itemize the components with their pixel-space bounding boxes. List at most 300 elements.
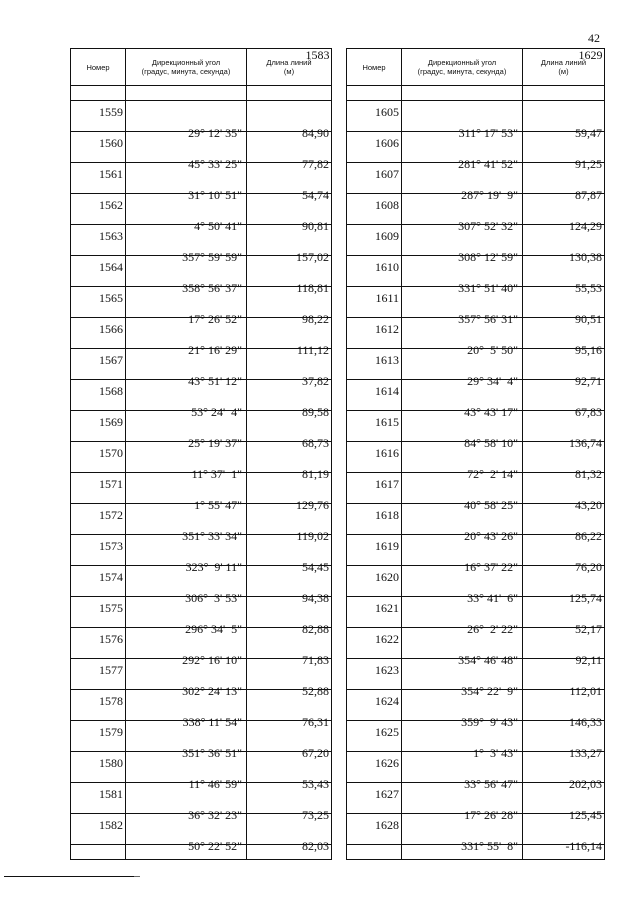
table-row <box>71 504 332 535</box>
length-cell <box>247 380 332 419</box>
line-length: 91,25 <box>575 157 602 171</box>
angle-cell <box>126 349 247 388</box>
line-length: 119,02 <box>296 529 329 543</box>
length-cell <box>523 783 605 822</box>
length-cell <box>523 659 605 698</box>
table-row <box>71 783 332 814</box>
direction-angle: 17° 26' 52" <box>188 312 242 326</box>
point-number: 1617 <box>375 477 399 491</box>
table-row <box>347 287 605 318</box>
blank-row <box>347 86 605 101</box>
header-angle <box>402 49 523 86</box>
angle-cell <box>402 504 523 543</box>
point-number: 1568 <box>99 384 123 398</box>
angle-cell <box>402 783 523 822</box>
table-row <box>347 256 605 287</box>
length-cell <box>523 690 605 729</box>
line-length: 73,25 <box>302 808 329 822</box>
line-length: 94,38 <box>302 591 329 605</box>
point-number-cell <box>347 566 402 597</box>
point-number: 1580 <box>99 756 123 770</box>
point-number: 1607 <box>375 167 399 181</box>
length-cell <box>523 473 605 512</box>
point-number: 1612 <box>375 322 399 336</box>
point-number-cell <box>71 566 126 597</box>
length-cell <box>247 256 332 295</box>
length-cell <box>523 380 605 419</box>
direction-angle: 25° 19' 37" <box>188 436 242 450</box>
angle-cell <box>402 721 523 760</box>
angle-cell <box>402 194 523 233</box>
point-number: 1561 <box>99 167 123 181</box>
angle-cell <box>402 566 523 605</box>
direction-angle: 354° 46' 48" <box>458 653 518 667</box>
point-number: 1615 <box>375 415 399 429</box>
table-row <box>347 783 605 814</box>
point-number-cell <box>71 194 126 225</box>
point-number-cell <box>347 287 402 318</box>
direction-angle: 84° 58' 10" <box>464 436 518 450</box>
angle-cell <box>126 411 247 450</box>
line-length: 53,43 <box>302 777 329 791</box>
line-length: 76,20 <box>575 560 602 574</box>
point-number: 1611 <box>375 291 399 305</box>
line-length: 95,16 <box>575 343 602 357</box>
angle-cell <box>126 628 247 667</box>
angle-cell <box>126 256 247 295</box>
point-number: 1560 <box>99 136 123 150</box>
length-cell <box>247 783 332 822</box>
point-number-cell <box>347 380 402 411</box>
point-number: 1618 <box>375 508 399 522</box>
table-header-row <box>71 49 332 86</box>
length-cell <box>247 411 332 450</box>
angle-cell <box>402 318 523 357</box>
direction-angle: 33° 41' 6" <box>467 591 518 605</box>
line-length: 71,83 <box>302 653 329 667</box>
point-number-cell <box>71 132 126 163</box>
table-row <box>71 101 332 132</box>
direction-angle: 1° 55' 47" <box>194 498 242 512</box>
direction-angle: 36° 32' 23" <box>188 808 242 822</box>
direction-angle: 26° 2' 22" <box>467 622 518 636</box>
direction-angle: 357° 59' 59" <box>182 250 242 264</box>
point-number: 1606 <box>375 136 399 150</box>
point-number: 1608 <box>375 198 399 212</box>
length-cell <box>523 411 605 450</box>
length-cell <box>523 628 605 667</box>
table-row <box>71 132 332 163</box>
point-number-cell <box>347 132 402 163</box>
angle-cell <box>402 659 523 698</box>
point-number: 1628 <box>375 818 399 832</box>
table-row <box>71 349 332 380</box>
angle-cell <box>402 628 523 667</box>
length-cell <box>523 721 605 760</box>
length-cell <box>247 194 332 233</box>
line-length: 90,81 <box>302 219 329 233</box>
footnote-rule-dash <box>134 876 140 877</box>
length-cell <box>523 814 605 853</box>
blank-cell <box>71 86 126 101</box>
left-coordinates-table <box>70 48 332 860</box>
line-length: 125,45 <box>569 808 602 822</box>
direction-angle: 292° 16' 10" <box>182 653 242 667</box>
direction-angle: 40° 58' 25" <box>464 498 518 512</box>
table-row <box>347 101 605 132</box>
table-row <box>347 442 605 473</box>
angle-cell <box>402 163 523 202</box>
point-number: 1627 <box>375 787 399 801</box>
header-angle-line2: (градус, минута, секунда) <box>141 67 231 76</box>
line-length: 68,73 <box>302 436 329 450</box>
length-cell <box>523 287 605 326</box>
point-number: 1576 <box>99 632 123 646</box>
point-number: 1567 <box>99 353 123 367</box>
header-angle-line1: Дирекционный угол <box>151 58 221 67</box>
table-row <box>71 287 332 318</box>
length-cell <box>247 318 332 357</box>
line-length: 98,22 <box>302 312 329 326</box>
point-number-cell <box>347 597 402 628</box>
point-number: 1563 <box>99 229 123 243</box>
point-number-cell <box>347 473 402 504</box>
length-cell <box>247 163 332 202</box>
table-row <box>347 535 605 566</box>
angle-cell <box>402 411 523 450</box>
direction-angle: 323° 9' 11" <box>185 560 242 574</box>
table-row <box>71 690 332 721</box>
point-number: 1620 <box>375 570 399 584</box>
point-number-cell <box>347 814 402 845</box>
point-number-cell <box>71 659 126 690</box>
length-cell <box>523 225 605 264</box>
header-length-line2: (м) <box>283 67 295 76</box>
angle-cell <box>402 132 523 171</box>
point-number: 1583 <box>305 47 330 62</box>
length-cell <box>523 318 605 357</box>
point-number: 1574 <box>99 570 123 584</box>
line-length: 87,87 <box>575 188 602 202</box>
point-number-cell <box>71 535 126 566</box>
table-row <box>347 814 605 845</box>
table-row <box>71 473 332 504</box>
line-length: 67,20 <box>302 746 329 760</box>
line-length: 54,45 <box>302 560 329 574</box>
page-number: 42 <box>588 31 600 45</box>
angle-cell <box>126 783 247 822</box>
point-number-cell <box>71 442 126 473</box>
point-number: 1577 <box>99 663 123 677</box>
point-number-cell <box>71 628 126 659</box>
point-number-cell <box>71 690 126 721</box>
angle-cell <box>126 473 247 512</box>
direction-angle: 20° 5' 50" <box>467 343 518 357</box>
blank-cell <box>523 86 605 101</box>
table-row <box>71 628 332 659</box>
line-length: 90,51 <box>575 312 602 326</box>
point-number: 1625 <box>375 725 399 739</box>
point-number: 1564 <box>99 260 123 274</box>
point-number: 1623 <box>375 663 399 677</box>
table-row <box>347 225 605 256</box>
angle-cell <box>402 690 523 729</box>
table-row <box>347 752 605 783</box>
point-number-cell <box>347 690 402 721</box>
line-length: 129,76 <box>296 498 329 512</box>
header-length-line1: Длина линий <box>540 58 587 67</box>
header-length-line2: (м) <box>558 67 569 76</box>
table-row <box>71 194 332 225</box>
point-number: 1621 <box>375 601 399 615</box>
point-number: 1610 <box>375 260 399 274</box>
line-length: 111,12 <box>296 343 329 357</box>
line-length: 76,31 <box>302 715 329 729</box>
table-row <box>347 163 605 194</box>
line-length: 81,32 <box>575 467 602 481</box>
table-row <box>347 194 605 225</box>
table-row <box>71 659 332 690</box>
angle-cell <box>126 442 247 481</box>
length-cell <box>523 752 605 791</box>
table-row <box>71 256 332 287</box>
point-number: 1581 <box>99 787 123 801</box>
direction-angle: 308° 12' 59" <box>458 250 518 264</box>
point-number: 1573 <box>99 539 123 553</box>
line-length: 125,74 <box>569 591 602 605</box>
line-length: -116,14 <box>565 839 602 853</box>
angle-cell <box>402 380 523 419</box>
line-length: 82,88 <box>302 622 329 636</box>
line-length: 67,83 <box>575 405 602 419</box>
length-cell <box>247 597 332 636</box>
table-row <box>71 752 332 783</box>
direction-angle: 307° 52' 32" <box>458 219 518 233</box>
line-length: 130,38 <box>569 250 602 264</box>
point-number-cell <box>347 101 402 132</box>
direction-angle: 16° 37' 22" <box>464 560 518 574</box>
length-cell <box>523 132 605 171</box>
direction-angle: 357° 56' 31" <box>458 312 518 326</box>
table-row <box>347 411 605 442</box>
line-length: 202,03 <box>569 777 602 791</box>
header-number: Номер <box>347 49 402 86</box>
point-number-cell <box>71 287 126 318</box>
point-number-cell <box>347 504 402 535</box>
direction-angle: 306° 3' 53" <box>185 591 242 605</box>
angle-cell <box>402 349 523 388</box>
line-length: 133,27 <box>569 746 602 760</box>
point-number: 1565 <box>99 291 123 305</box>
length-cell <box>247 814 332 853</box>
direction-angle: 17° 26' 28" <box>464 808 518 822</box>
table-row <box>71 535 332 566</box>
line-length: 92,71 <box>575 374 602 388</box>
length-cell <box>247 287 332 326</box>
direction-angle: 1° 3' 43" <box>473 746 518 760</box>
point-number-cell <box>347 442 402 473</box>
table-row <box>347 504 605 535</box>
line-length: 146,33 <box>569 715 602 729</box>
length-cell <box>523 504 605 543</box>
line-length: 55,53 <box>575 281 602 295</box>
length-cell <box>523 194 605 233</box>
point-number: 1559 <box>99 105 123 119</box>
angle-cell <box>126 752 247 791</box>
length-cell <box>247 566 332 605</box>
point-number-cell <box>71 783 126 814</box>
table-row <box>347 628 605 659</box>
angle-cell <box>126 101 247 140</box>
length-cell <box>247 101 332 140</box>
angle-cell <box>402 287 523 326</box>
line-length: 43,20 <box>575 498 602 512</box>
point-number-cell <box>71 318 126 349</box>
direction-angle: 53° 24' 4" <box>191 405 242 419</box>
point-number-cell <box>347 411 402 442</box>
point-number-cell <box>71 473 126 504</box>
line-length: 112,01 <box>569 684 602 698</box>
table-row <box>71 163 332 194</box>
direction-angle: 4° 50' 41" <box>194 219 242 233</box>
direction-angle: 20° 43' 26" <box>464 529 518 543</box>
header-number: Номер <box>71 49 126 86</box>
header-angle-line2: (градус, минута, секунда) <box>417 67 507 76</box>
direction-angle: 281° 41' 52" <box>458 157 518 171</box>
direction-angle: 43° 43' 17" <box>464 405 518 419</box>
line-length: 124,29 <box>569 219 602 233</box>
direction-angle: 351° 36' 51" <box>182 746 242 760</box>
table-row <box>71 814 332 845</box>
direction-angle: 287° 19' 9" <box>461 188 518 202</box>
point-number: 1622 <box>375 632 399 646</box>
table-header-row <box>347 49 605 86</box>
right-coordinates-table <box>346 48 605 860</box>
angle-cell <box>402 535 523 574</box>
line-length: 118,81 <box>296 281 329 295</box>
line-length: 157,02 <box>296 250 329 264</box>
angle-cell <box>126 721 247 760</box>
length-cell <box>247 752 332 791</box>
point-number-cell <box>71 814 126 845</box>
table-row <box>347 318 605 349</box>
point-number-cell <box>71 163 126 194</box>
point-number: 1579 <box>99 725 123 739</box>
direction-angle: 29° 12' 35" <box>188 126 242 140</box>
point-number-cell <box>71 411 126 442</box>
point-number: 1614 <box>375 384 399 398</box>
direction-angle: 33° 56' 47" <box>464 777 518 791</box>
table-row <box>347 380 605 411</box>
point-number: 1629 <box>578 47 603 62</box>
line-length: 84,90 <box>302 126 329 140</box>
angle-cell <box>126 597 247 636</box>
point-number: 1616 <box>375 446 399 460</box>
point-number-cell <box>347 194 402 225</box>
direction-angle: 29° 34' 4" <box>467 374 518 388</box>
angle-cell <box>126 535 247 574</box>
line-length: 59,47 <box>575 126 602 140</box>
length-cell <box>523 566 605 605</box>
point-number: 1572 <box>99 508 123 522</box>
angle-cell <box>126 504 247 543</box>
length-cell <box>247 442 332 481</box>
length-cell <box>247 473 332 512</box>
direction-angle: 351° 33' 34" <box>182 529 242 543</box>
line-length: 82,03 <box>302 839 329 853</box>
length-cell <box>247 721 332 760</box>
table-row <box>347 132 605 163</box>
angle-cell <box>126 132 247 171</box>
table-row <box>347 659 605 690</box>
point-number-cell <box>71 256 126 287</box>
point-number-cell <box>347 535 402 566</box>
direction-angle: 331° 51' 40" <box>458 281 518 295</box>
line-length: 92,11 <box>575 653 602 667</box>
point-number-cell <box>347 721 402 752</box>
header-length-line1: Длина линий <box>266 58 312 67</box>
table-row <box>71 597 332 628</box>
table-row <box>347 566 605 597</box>
line-length: 89,58 <box>302 405 329 419</box>
angle-cell <box>126 318 247 357</box>
length-cell <box>247 504 332 543</box>
angle-cell <box>126 566 247 605</box>
direction-angle: 331° 55' 8" <box>461 839 518 853</box>
point-number-cell <box>347 225 402 256</box>
angle-cell <box>126 287 247 326</box>
point-number: 1562 <box>99 198 123 212</box>
length-cell <box>247 349 332 388</box>
direction-angle: 11° 37' 1" <box>191 467 242 481</box>
point-number-cell <box>347 659 402 690</box>
direction-angle: 358° 56' 37" <box>182 281 242 295</box>
blank-cell <box>247 86 332 101</box>
table-row <box>71 566 332 597</box>
footnote-rule <box>4 876 134 877</box>
table-row <box>71 721 332 752</box>
direction-angle: 338° 11' 54" <box>182 715 242 729</box>
direction-angle: 311° 17' 53" <box>458 126 518 140</box>
table-row <box>71 442 332 473</box>
line-length: 77,82 <box>302 157 329 171</box>
point-number: 1578 <box>99 694 123 708</box>
direction-angle: 359° 9' 43" <box>461 715 518 729</box>
angle-cell <box>402 101 523 140</box>
angle-cell <box>402 256 523 295</box>
point-number: 1569 <box>99 415 123 429</box>
point-number-cell <box>71 752 126 783</box>
point-number: 1582 <box>99 818 123 832</box>
point-number: 1609 <box>375 229 399 243</box>
point-number-cell <box>71 597 126 628</box>
length-cell <box>523 349 605 388</box>
angle-cell <box>402 442 523 481</box>
header-angle <box>126 49 247 86</box>
angle-cell <box>402 473 523 512</box>
length-cell <box>247 690 332 729</box>
blank-cell <box>126 86 247 101</box>
point-number: 1571 <box>99 477 123 491</box>
length-cell <box>247 132 332 171</box>
length-cell <box>247 628 332 667</box>
point-number: 1605 <box>375 105 399 119</box>
length-cell <box>523 101 605 140</box>
table-row <box>71 380 332 411</box>
point-number-cell <box>71 349 126 380</box>
line-length: 52,88 <box>302 684 329 698</box>
direction-angle: 43° 51' 12" <box>188 374 242 388</box>
